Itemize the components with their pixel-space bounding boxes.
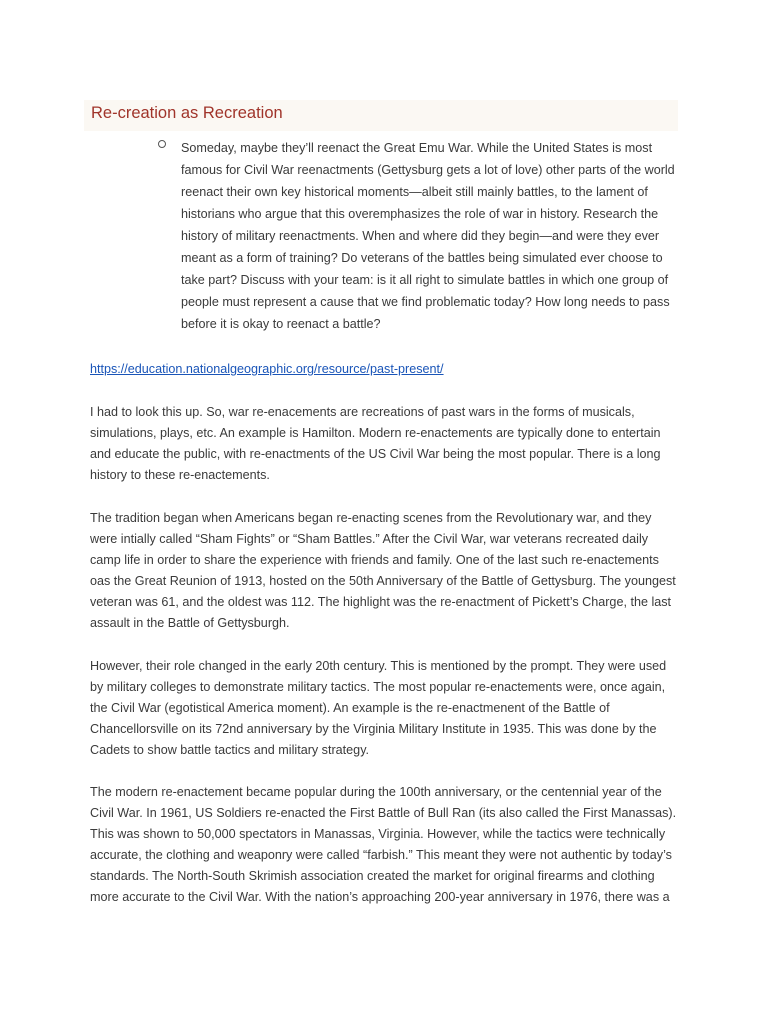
prompt-list-item <box>181 137 683 335</box>
paragraph: I had to look this up. So, war re-enacements are recreations of past wars in the forms of musicals, simulations, plays, etc. An example is Hamilton. Modern re-enactements are typically done to entertain and educate the public, with re-enactments of the US Civil War being the most popular. There is a long history to these re-enactements. <box>90 405 661 482</box>
paragraph: The tradition began when Americans began re-enacting scenes from the Revolutionary war, and they were intially called “Sham Fights” or “Sham Battles.” After the Civil War, war veterans recreated daily camp life in order to share the experience with friends and family. One of the last such re-enactements oas the Great Reunion of 1913, hosted on the 50th Anniversary of the Battle of Gettysburg. The youngest veteran was 61, and the oldest was 112. The highlight was the re-enactment of Pickett’s Charge, the last assault in the Battle of Gettysburgh. <box>90 511 676 630</box>
paragraph: However, their role changed in the early 20th century. This is mentioned by the prompt. They were used by military colleges to demonstrate military tactics. The most popular re-enactements were, once again, the Civil War (egotistical America moment). An example is the re-enactmenent of the Battle of Chancellorsville on its 72nd anniversary by the Virginia Military Institute in 1935. This was done by the Cadets to show battle tactics and military strategy. <box>90 659 667 757</box>
source-link[interactable]: https://education.nationalgeographic.org/resource/past-present/ <box>90 362 444 376</box>
paragraph: The modern re-enactement became popular during the 100th anniversary, or the centennial year of the Civil War. In 1961, US Soldiers re-enacted the First Battle of Bull Ran (its also called the First Manassas). This was shown to 50,000 spectators in Manassas, Virginia. However, while the tactics were technically accurate, the clothing and weaponry were called “farbish.” This meant they were not authentic by today’s standards. The North-South Skrimish association created the market for original firearms and clothing more accurate to the Civil War. With the nation’s approaching 200-year anniversary in 1976, there was a <box>90 785 677 904</box>
prompt-text: Someday, maybe they’ll reenact the Great Emu War. While the United States is most famous for Civil War reenactments (Gettysburg gets a lot of love) other parts of the world reenact their own key historical moments—albeit still mainly battles, to the lament of historians who argue that this overemphasizes the role of war in history. Research the history of military reenactments. When and where did they begin—and were they ever meant as a form of training? Do veterans of the battles being simulated ever choose to take part? Discuss with your team: is it all right to simulate battles in which one group of people must represent a cause that we find problematic today? How long needs to pass before it is okay to reenact a battle? <box>181 141 675 331</box>
hollow-bullet-icon <box>158 140 166 148</box>
section-heading: Re-creation as Recreation <box>91 104 283 122</box>
